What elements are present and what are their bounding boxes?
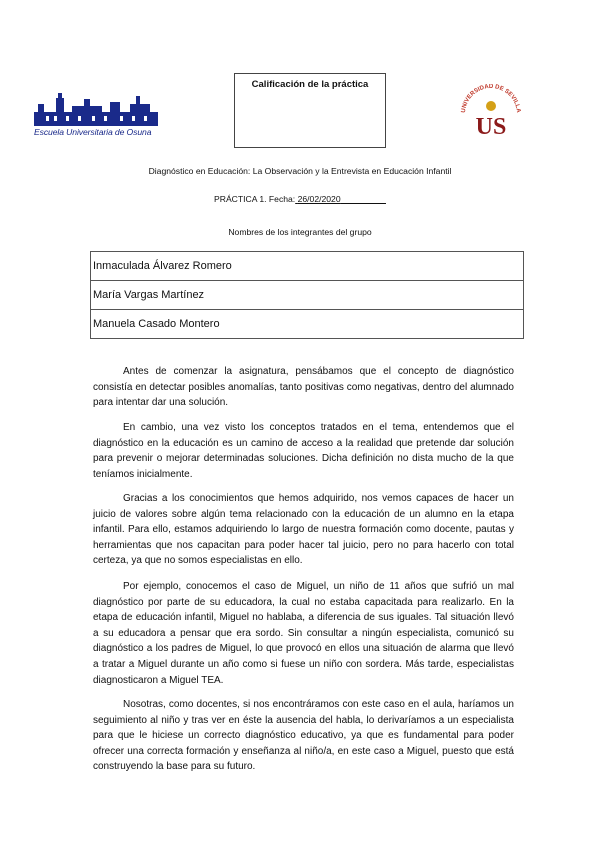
subject-line: Diagnóstico en Educación: La Observación y la Entrevista en Educación Infantil	[148, 166, 452, 176]
practice-label: PRÁCTICA 1. Fecha:	[214, 194, 296, 204]
grade-box	[234, 73, 386, 148]
member-row	[91, 310, 524, 339]
member-name: María Vargas Martínez	[91, 281, 524, 310]
sevilla-logo-arc-text: UNIVERSIDAD DE SEVILLA	[460, 84, 522, 114]
member-name: Manuela Casado Montero	[91, 310, 524, 339]
grade-box-label: Calificación de la práctica	[251, 79, 369, 90]
group-title: Nombres de los integrantes del grupo	[228, 227, 372, 237]
practice-date: 26/02/2020	[297, 194, 341, 204]
member-row	[91, 252, 524, 281]
paragraph-2: En cambio, una vez visto los conceptos tratados en el tema, entendemos que el diagnóstico en la educación es un camino de acceso a la realidad que pretende dar solución para prevenir o mejorar determinadas soluciones. Dicha definición no dista mucho de la que teníamos inicialmente.	[93, 422, 514, 480]
members-table	[90, 251, 524, 339]
osuna-logo-text: Escuela Universitaria de Osuna	[34, 127, 152, 137]
sevilla-logo-letters: US	[475, 114, 507, 140]
universidad-sevilla-logo	[457, 84, 525, 140]
paragraph-4: Por ejemplo, conocemos el caso de Miguel, un niño de 11 años que sufrió un mal diagnóstico por parte de su educadora, la cual no estaba capacitada para realizarlo. En la etapa de educación infantil, Miguel no hablaba, a diferencia de sus iguales. Tal situación llevó a su educadora a pensar que era sordo. Sin consultar a ningún especialista, comunicó su diagnóstico a los padres de Miguel, lo que provocó en ellos una situación de alarma que llevó a tratar a Miguel durante un año como si fuese un niño con sordera. Más tarde, especialistas diagnosticaron a Miguel TEA.	[93, 581, 514, 686]
paragraph-3: Gracias a los conocimientos que hemos adquirido, nos vemos capaces de hacer un juicio de valores sobre algún tema relacionado con la educación de un alumno en la etapa infantil. Para ello, estamos adquiriendo lo largo de nuestra formación como docente, pautas y herramientas que nos capacitan para poder hacer tal juicio, pero no para hacerlo con total certeza, ya que no somos especialistas en ello.	[93, 493, 514, 567]
paragraph-5: Nosotras, como docentes, si nos encontráramos con este caso en el aula, haríamos un seguimiento al niño y tras ver en éste la ausencia del habla, lo derivaríamos a un especialista para que le hiciese un correcto diagnóstico educativo, ya que es fundamental para poder ofrecer una correcta formación y enseñanza al niño/a, en este caso a Miguel, puesto que está construyendo la base para su futuro.	[93, 699, 514, 773]
member-name: Inmaculada Álvarez Romero	[91, 252, 524, 281]
member-row	[91, 281, 524, 310]
practice-line	[0, 194, 600, 204]
paragraph-1: Antes de comenzar la asignatura, pensábamos que el concepto de diagnóstico consistía en detectar posibles anomalías, tanto positivas como negativas, dentro del alumnado para intentar dar una solución.	[93, 366, 514, 409]
